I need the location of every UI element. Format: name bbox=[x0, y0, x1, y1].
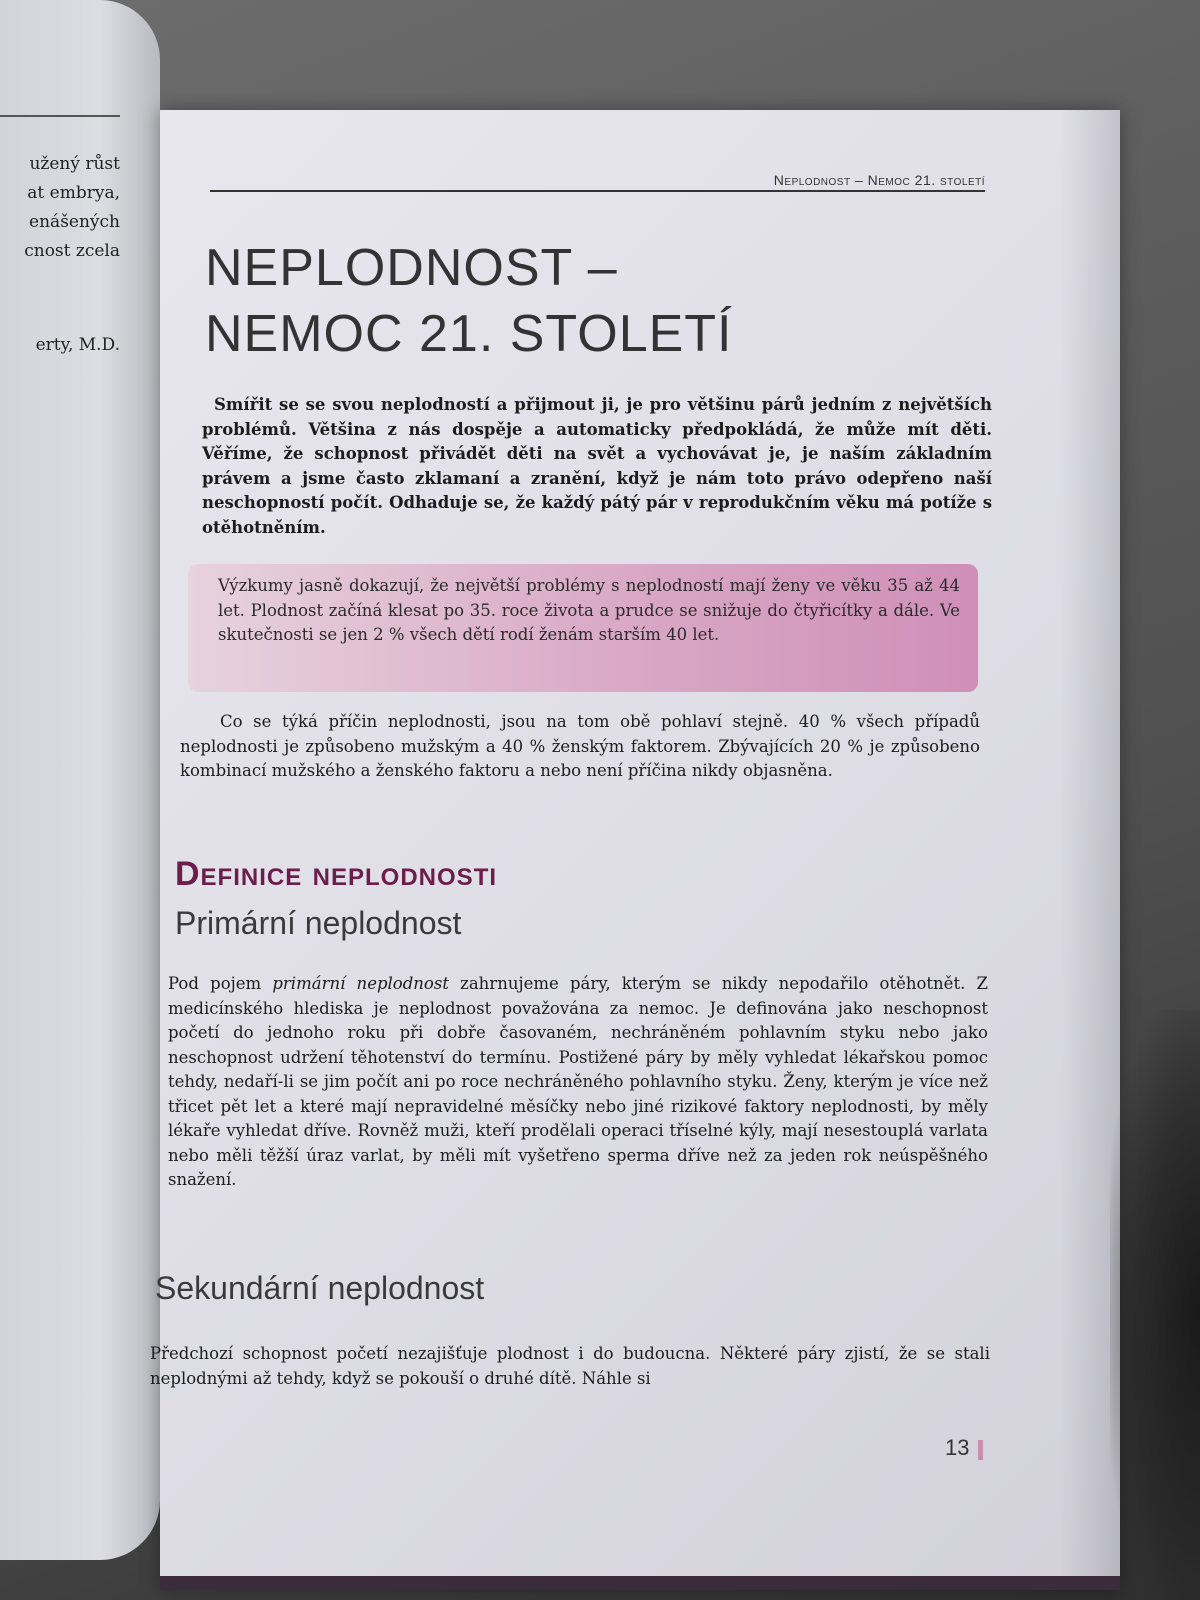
primary-term: primární neplodnost bbox=[272, 974, 449, 993]
subsection-heading-primary: Primární neplodnost bbox=[175, 905, 462, 941]
page-number-marker bbox=[978, 1440, 983, 1460]
book-page bbox=[150, 110, 1120, 1590]
subsection-heading-secondary: Sekundární neplodnost bbox=[155, 1270, 485, 1306]
chapter-title-line: NEMOC 21. STOLETÍ bbox=[205, 305, 733, 363]
previous-page-line: enášených bbox=[29, 212, 120, 232]
highlight-text: Výzkumy jasně dokazují, že největší problémy s neplodností mají ženy ve věku 35 až 44 let. Plodnost začíná klesat po 35. roce života a prudce se snižuje do čtyřicítky a dále. Ve skutečnosti se jen 2 % všech dětí rodí ženám starším 40 let. bbox=[218, 576, 960, 644]
chapter-title bbox=[205, 235, 995, 367]
section-heading: Definice neplodnosti bbox=[175, 855, 498, 893]
page-bottom-edge bbox=[160, 1576, 1120, 1590]
previous-page-line: cnost zcela bbox=[24, 241, 120, 261]
causes-paragraph: Co se týká příčin neplodnosti, jsou na tom obě pohlaví stejně. 40 % všech případů neplodnosti je způsobeno mužským a 40 % ženským faktorem. Zbývajících 20 % je způsobeno kombinací mužského a ženského faktoru a nebo není příčina nikdy objasněna. bbox=[180, 712, 980, 780]
previous-page bbox=[0, 0, 160, 1560]
chapter-title-line: NEPLODNOST – bbox=[205, 239, 618, 297]
highlight-box bbox=[188, 564, 978, 692]
primary-text-rest: zahrnujeme páry, kterým se nikdy nepodařilo otěhotnět. Z medicínského hlediska je neplodnost považována za nemoc. Je definována jako neschopnost početí do jednoho roku při dobře časovaném, nechráněném pohlavním styku nebo jako neschopnost udržení těhotenství do termínu. Postižené páry by měly vyhledat lékařskou pomoc tehdy, nedaří-li se jim počít ani po roce nechráněného pohlavního styku. Ženy, kterým je více než třicet pět let a které mají nepravidelné měsíčky nebo jiné rizikové faktory neplodnosti, by měly lékaře vyhledat dříve. Rovněž muži, kteří prodělali operaci tříselné kýly, mají nesestouplá varlata nebo měli těžší úraz varlat, by měli mít vyšetřeno sperma dříve než za jeden rok neúspěšného snažení. bbox=[168, 974, 988, 1189]
running-head-rule bbox=[210, 190, 985, 192]
previous-page-text bbox=[0, 150, 120, 266]
previous-page-line: at embrya, bbox=[27, 183, 120, 203]
running-head: Neplodnost – Nemoc 21. století bbox=[773, 172, 985, 188]
page-number: 13 bbox=[945, 1435, 970, 1460]
previous-page-signature: erty, M.D. bbox=[35, 335, 120, 355]
hand-shadow bbox=[1110, 1010, 1200, 1600]
previous-page-rule bbox=[0, 115, 120, 117]
intro-paragraph: Smířit se se svou neplodností a přijmout ji, je pro většinu párů jedním z největších problémů. Většina z nás dospěje a automaticky předpokládá, že může mít děti. Věříme, že schopnost přivádět děti na svět a vychovávat je, je naším základním právem a jsme často zklamaní a zranění, když je nám toto právo odepřeno naší neschopností počít. Odhaduje se, že každý pátý pár v reprodukčním věku má potíže s otěhotněním. bbox=[202, 395, 992, 537]
previous-page-line: užený růst bbox=[29, 154, 120, 174]
secondary-infertility-paragraph: Předchozí schopnost početí nezajišťuje plodnost i do budoucna. Některé páry zjistí, že se stali neplodnými až tehdy, když se pokouší o druhé dítě. Náhle si bbox=[150, 1344, 990, 1388]
primary-text-prefix: Pod pojem bbox=[168, 974, 273, 993]
primary-infertility-paragraph bbox=[168, 972, 988, 1193]
